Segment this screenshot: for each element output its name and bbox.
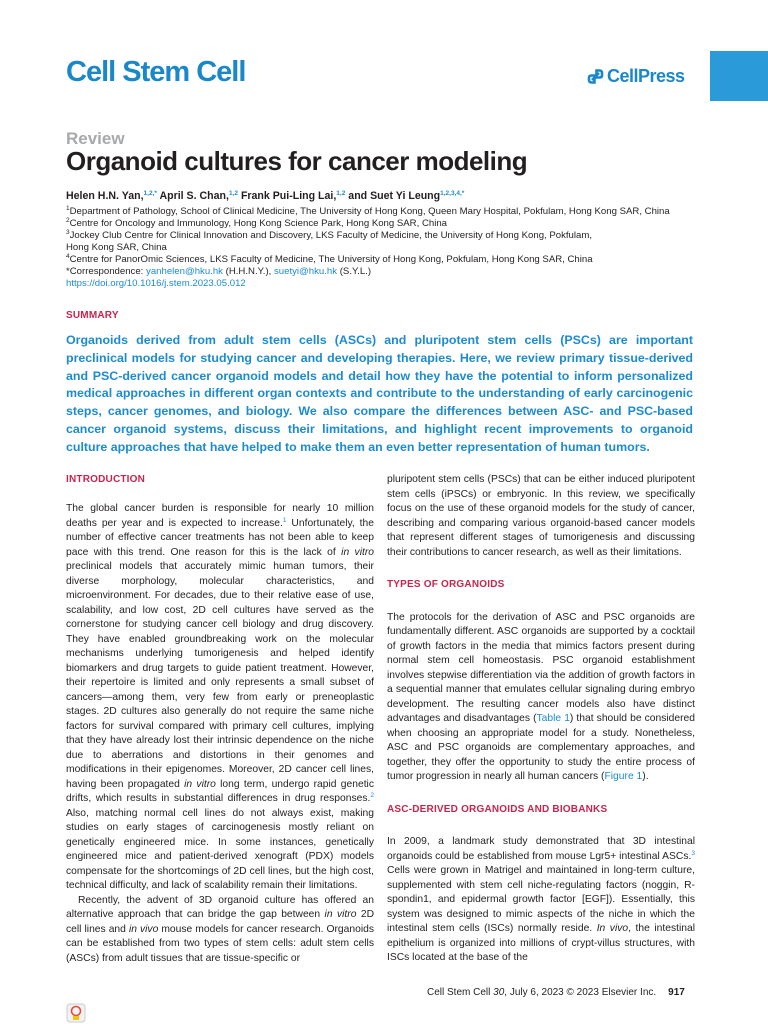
affiliation: $^3$Jockey Club Centre for Clinical Innovation and Discovery, LKS Faculty of Medicine, the University of Hong Kong, Pokfulam, — [66, 229, 593, 241]
intro-paragraph-2: Recently, the advent of 3D organoid culture has offered an alternative approach that can bridge the gap between in vitro 2D cell lines and in vivo mouse models for cancer research. Organoids can be established from two types of stem cells: adult stem cells (ASCs) from adult tissues that are tissue-specific or — [66, 894, 375, 964]
table-1-link[interactable]: Table 1 — [536, 713, 570, 724]
intro-paragraph-2-continued: pluripotent stem cells (PSCs) that can be either induced pluripotent stem cells (iPSCs) or embryonic. In this review, we specifically focus on the use of these organoid models for the study of cancer, describing and comparing various organoid-based cancer models that represent different stages of tumorigenesis and discussing their contributions to cancer research, as well as their limitations. — [387, 474, 695, 558]
affiliation: $^4$Centre for PanorOmic Sciences, LKS Faculty of Medicine, The University of Hong Kong, Pokfulam, Hong Kong SAR, China — [66, 253, 593, 265]
doi-link[interactable]: https://doi.org/10.1016/j.stem.2023.05.012 — [66, 278, 246, 289]
footer-citation: Cell Stem Cell 30, July 6, 2023 © 2023 Elsevier Inc. — [427, 987, 657, 998]
section-heading-asc: ASC-DERIVED ORGANOIDS AND BIOBANKS — [387, 803, 608, 815]
affiliations — [66, 206, 706, 290]
author-affiliation-sup: 1,2 — [228, 190, 238, 197]
asc-paragraph: In 2009, a landmark study demonstrated that 3D intestinal organoids could be established from mouse Lgr5+ intestinal ASCs.$^3$ Cells were grown in Matrigel and maintained in long-term culture, supplemented with stem cell niche-regulating factors (noggin, R-spondin1, and epidermal growth factor [EGF]). Essentially, this system was designed to mimic aspects of the niche in which the intestinal stem cells (ISCs) normally reside. In vivo, the intestinal epithelium is organized into millions of crypt-villus structures, with ISCs located at the base of the — [387, 836, 695, 963]
author-name: and Suet Yi Leung — [348, 190, 441, 202]
figure-1-link[interactable]: Figure 1 — [604, 771, 643, 782]
summary-text: Organoids derived from adult stem cells (ASCs) and pluripotent stem cells (PSCs) are important preclinical models for studying cancer and developing therapies. Here, we review primary tissue-derived and PSC-derived cancer organoid models and detail how they have the potential to inform personalized medical approaches in different organ contexts and contribute to the understanding of early carcinogenic steps, cancer genomes, and biology. We also compare the differences between ASC- and PSC-based cancer organoid systems, discuss their limitations, and highlight recent improvements to organoid culture approaches that have helped to make them an even better representation of human tumors. — [66, 333, 693, 454]
author-affiliation-sup: 1,2,3,4,* — [440, 190, 465, 197]
author-name: Helen H.N. Yan, — [66, 190, 144, 202]
left-column — [66, 473, 374, 966]
corner-tab — [710, 51, 768, 101]
types-paragraph: The protocols for the derivation of ASC and PSC organoids are fundamentally different. ASC organoids are supported by a cocktail of growth factors in the media that mimics factors present during normal stem cell homeostasis. PSC organoid establishment involves stepwise differentiation via the addition of growth factors in a sequential manner that emulates cellular signaling during embryo development. The resulting cancer models also have distinct advantages and disadvantages (Table 1) that should be considered when choosing an appropriate model for a study. Nonetheless, ASC and PSC organoids are complementary approaches, and together, they offer the opportunity to study the entire process of tumor progression in nearly all human cancers (Figure 1). — [387, 611, 696, 782]
affiliation: $^2$Centre for Oncology and Immunology, Hong Kong Science Park, Hong Kong SAR, China — [66, 217, 448, 229]
publisher-name: CellPress — [607, 66, 685, 86]
intro-paragraph-1: The global cancer burden is responsible for nearly 10 million deaths per year and is expected to increase.$^1$ Unfortunately, the number of effective cancer treatments has not been able to keep pace with this trend. One reason for this is the lack of in vitro preclinical models that accurately mimic human tumors, their diverse morphology, molecular characteristics, and microenvironment. For decades, due to their relative ease of use, scalability, and low cost, 2D cell cultures have served as the cornerstone for studying cancer cell biology and drug discovery. They have enabled groundbreaking work on the molecular mechanisms underlying tumorigenesis and helped identify biomarkers and drug targets to guide patient treatment. However, their repertoire is limited and only represents a small subset of cancers—among them, very few from early or preneoplastic stages. 2D cultures also generally do not require the same niche factors for survival compared with primary cell cultures, implying that they have already lost their intrinsic dependence on the niche due to aberrations and distortions in their genomes and modifications in their epigenomes. Moreover, 2D cancer cell lines, having been propagated in vitro long term, undergo rapid genetic drifts, which results in substantial differences in drug responses.$^2$ Also, matching normal cell lines do not always exist, making studies on early stages of carcinogenesis mostly reliant on genetically engineered mice. In some instances, genetically engineered mice and patient-derived xenograft (PDX) models compensate for the shortcomings of 2D cell lines, but the high cost, technical difficulty, and lack of scalability remain their limitations. — [66, 503, 374, 891]
journal-title: Cell Stem Cell — [66, 56, 246, 88]
email-link-leung[interactable]: suetyi@hku.hk — [273, 266, 338, 277]
reference-link[interactable]: 2 — [370, 792, 374, 799]
correspondence: *Correspondence: yanhelen@hku.hk (H.H.N.Y.), suetyi@hku.hk (S.Y.L.) — [66, 266, 372, 277]
author-list — [66, 190, 464, 202]
section-heading-types: TYPES OF ORGANOIDS — [387, 579, 505, 590]
article-type: Review — [66, 129, 125, 148]
publisher-logo — [587, 66, 685, 87]
section-heading-introduction: INTRODUCTION — [66, 474, 146, 485]
article-title: Organoid cultures for cancer modeling — [66, 146, 528, 176]
author-name: Frank Pui-Ling Lai, — [240, 190, 337, 202]
page-number: 917 — [668, 987, 685, 998]
summary-heading: SUMMARY — [66, 310, 119, 321]
affiliation-continued: Hong Kong SAR, China — [66, 242, 167, 253]
right-column — [387, 473, 695, 966]
reference-link[interactable]: 3 — [691, 849, 695, 857]
author-affiliation-sup: 1,2,* — [143, 190, 157, 197]
check-for-updates-icon[interactable] — [66, 1003, 86, 1023]
reference-link[interactable]: 1 — [282, 516, 287, 524]
cellpress-logo-icon — [587, 68, 604, 85]
email-link-yan[interactable]: yanhelen@hku.hk — [146, 266, 223, 277]
author-affiliation-sup: 1,2 — [336, 190, 346, 197]
page-footer — [427, 987, 685, 998]
author-name: April S. Chan, — [159, 190, 229, 202]
affiliation: $^1$Department of Pathology, School of Clinical Medicine, The University of Hong Kong, Queen Mary Hospital, Pokfulam, Hong Kong SAR, China — [66, 205, 670, 217]
